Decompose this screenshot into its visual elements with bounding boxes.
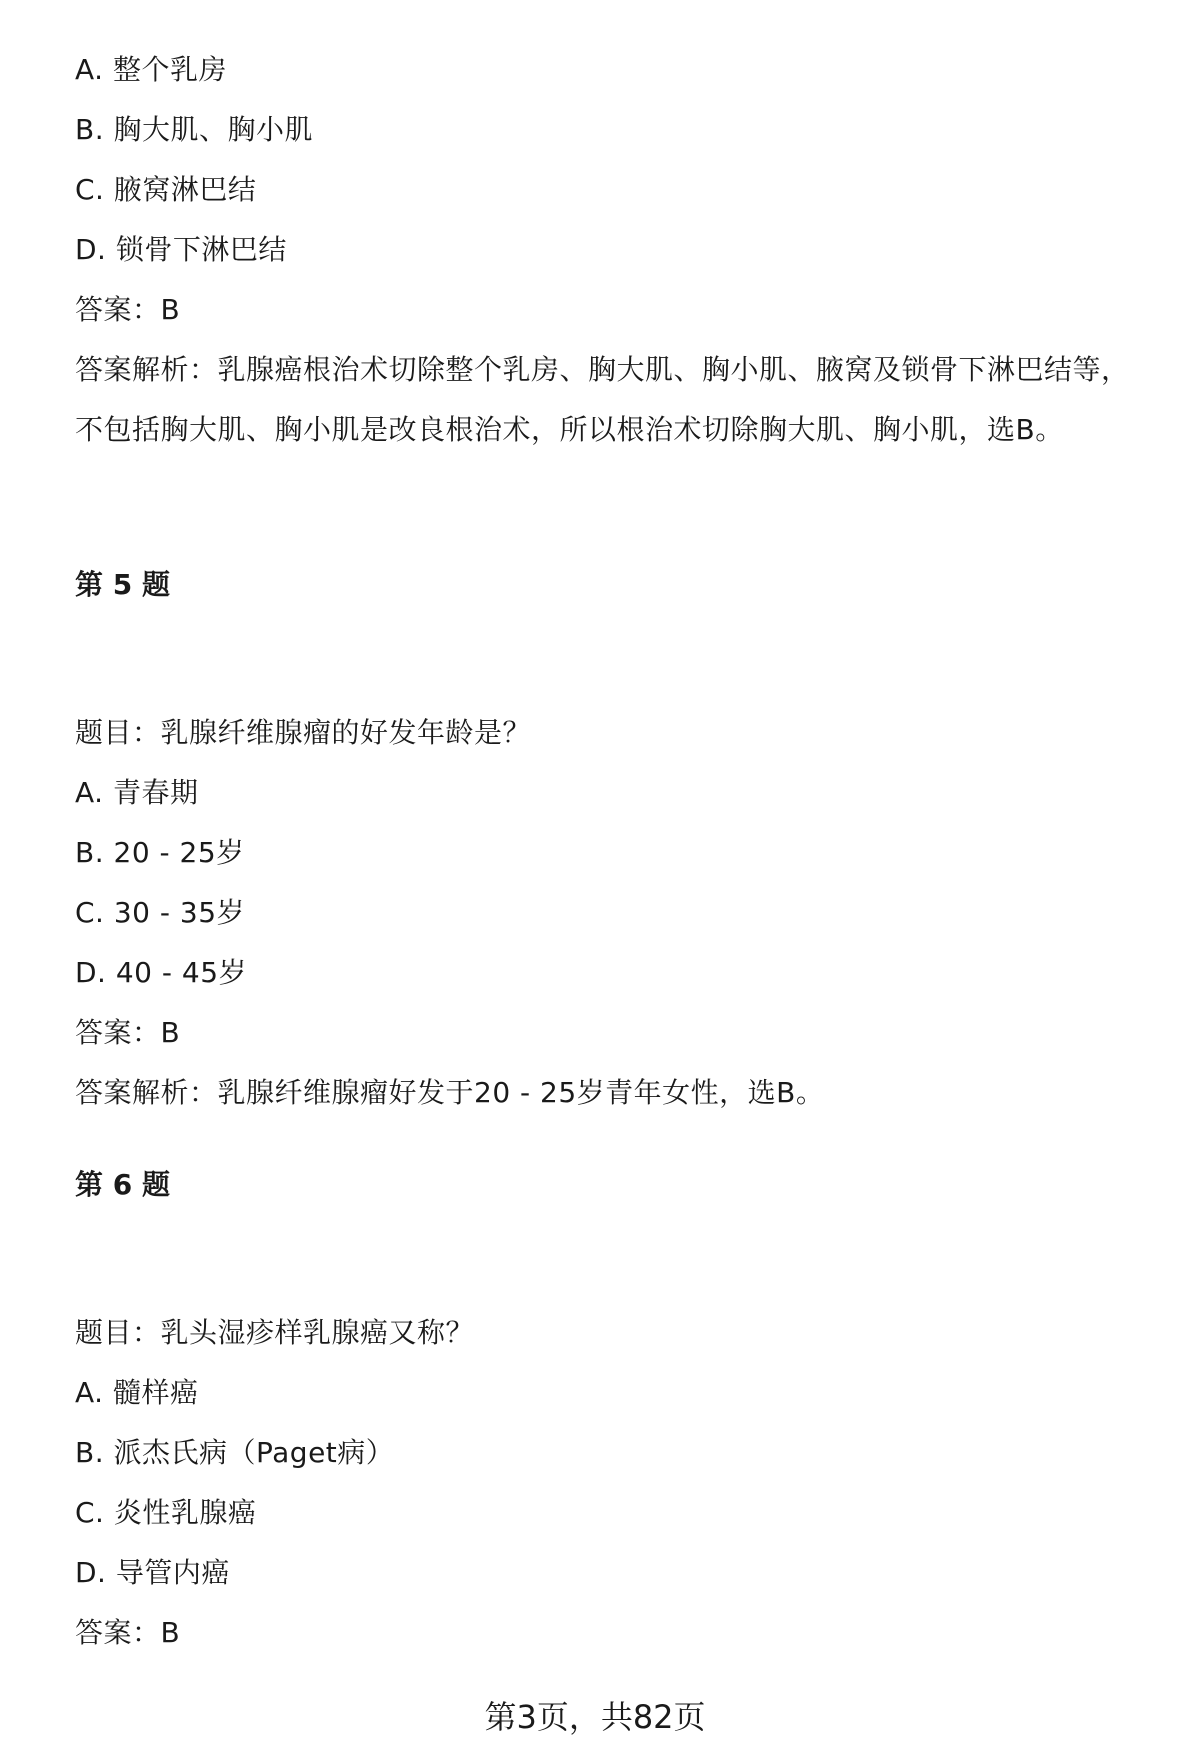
q6-question: 题目：乳头湿疹样乳腺癌又称？ xyxy=(75,1316,475,1349)
q6-option-a: A. 髓样癌 xyxy=(75,1376,199,1409)
q6-option-c: C. 炎性乳腺癌 xyxy=(75,1496,257,1529)
q5-question: 题目：乳腺纤维腺瘤的好发年龄是？ xyxy=(75,716,532,749)
q5-option-d: D. 40 - 45岁 xyxy=(75,956,248,989)
q4-option-d: D. 锁骨下淋巴结 xyxy=(75,233,287,266)
q6-option-b: B. 派杰氏病（Paget病） xyxy=(75,1436,395,1469)
q4-option-b: B. 胸大肌、胸小肌 xyxy=(75,113,314,146)
q4-option-c: C. 腋窝淋巴结 xyxy=(75,173,257,206)
q6-answer: 答案：B xyxy=(75,1616,181,1649)
q5-option-a: A. 青春期 xyxy=(75,776,199,809)
q5-explanation: 答案解析：乳腺纤维腺瘤好发于20 - 25岁青年女性，选B。 xyxy=(75,1076,825,1109)
q4-explanation: 答案解析：乳腺癌根治术切除整个乳房、胸大肌、胸小肌、腋窝及锁骨下淋巴结等，不包括胸大肌、胸小肌是改良根治术，所以根治术切除胸大肌、胸小肌，选B。 xyxy=(75,353,1130,446)
q5-option-b: B. 20 - 25岁 xyxy=(75,836,245,869)
q5-heading: 第 5 题 xyxy=(75,568,170,601)
q6-option-d: D. 导管内癌 xyxy=(75,1556,230,1589)
q5-option-c: C. 30 - 35岁 xyxy=(75,896,246,929)
q6-heading: 第 6 题 xyxy=(75,1168,170,1201)
q4-answer: 答案：B xyxy=(75,293,181,326)
q4-option-a: A. 整个乳房 xyxy=(75,53,227,86)
page-number: 第3页，共82页 xyxy=(484,1698,706,1736)
q5-answer: 答案：B xyxy=(75,1016,181,1049)
